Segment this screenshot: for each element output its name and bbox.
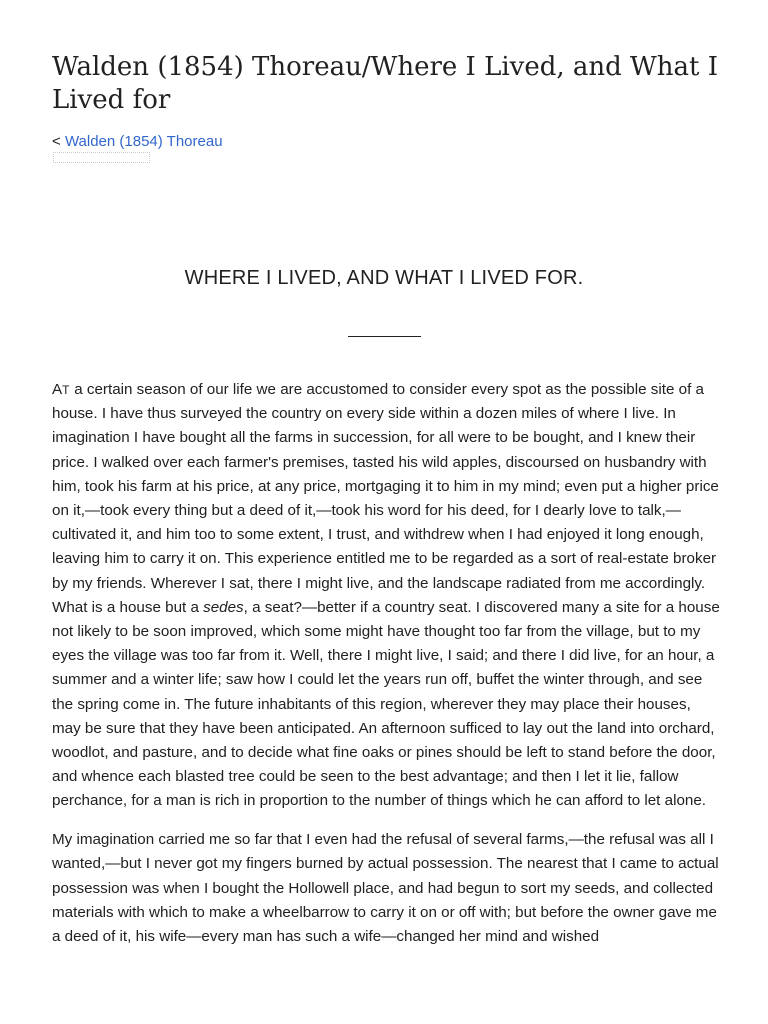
paragraph-2: My imagination carried me so far that I even had the refusal of several farms,—the refusal was all I wanted,—but I never got my fingers burned by actual possession. The nearest that I came to actual possession was when I bought the Hollowell place, and had begun to sort my seeds, and collected materials with which to make a wheelbarrow to carry it on or off with; but before the owner gave me a deed of it, his wife—every man has such a wife—changed her mind and wished bbox=[52, 831, 719, 945]
chapter-text bbox=[52, 378, 720, 964]
drop-capital: A bbox=[52, 381, 63, 398]
chapter-heading: WHERE I LIVED, AND WHAT I LIVED FOR. bbox=[184, 267, 584, 289]
paragraph-1 bbox=[52, 378, 720, 814]
small-capital: T bbox=[62, 383, 70, 397]
page-title: Walden (1854) Thoreau/Where I Lived, and What I Lived for bbox=[52, 52, 719, 115]
breadcrumb-placeholder-box bbox=[53, 152, 150, 163]
paragraph-1-part-2: , a seat?—better if a country seat. I discovered many a site for a house not likely to be soon improved, which some might have thought too far from the village, but to my eyes the village was too far from it. Well, there I might live, I said; and there I did live, for an hour, a summer and a winter life; saw how I could let the years run off, buffet the winter through, and see the spring come in. The future inhabitants of this region, wherever they may place their houses, may be sure that they have been anticipated. An afternoon sufficed to lay out the land into orchard, woodlot, and pasture, and to decide what fine oaks or pines should be left to stand before the door, and whence each blasted tree could be seen to the best advantage; and then I let it lie, fallow perchance, for a man is rich in proportion to the number of things which he can afford to let alone. bbox=[52, 598, 720, 810]
italic-word: sedes bbox=[203, 598, 244, 616]
heading-divider bbox=[348, 336, 421, 337]
breadcrumb-prefix: < bbox=[52, 133, 61, 150]
paragraph-1-part-1: a certain season of our life we are accustomed to consider every spot as the possible site of a house. I have thus surveyed the country on every side within a dozen miles of where I live. In imagination I have bought all the farms in succession, for all were to be bought, and I knew their price. I walked over each farmer's premises, tasted his wild apples, discoursed on husbandry with him, took his farm at his price, at any price, mortgaging it to him in my mind; even put a higher price on it,—took every thing but a deed of it,—took his word for his deed, for I dearly love to talk,—cultivated it, and him too to some extent, I trust, and withdrew when I had enjoyed it long enough, leaving him to carry it on. This experience entitled me to be regarded as a sort of real-estate broker by my friends. Wherever I sat, there I might live, and the landscape radiated from me accordingly. What is a house but a bbox=[52, 381, 719, 616]
breadcrumb bbox=[52, 132, 223, 152]
breadcrumb-link[interactable]: Walden (1854) Thoreau bbox=[64, 133, 223, 150]
